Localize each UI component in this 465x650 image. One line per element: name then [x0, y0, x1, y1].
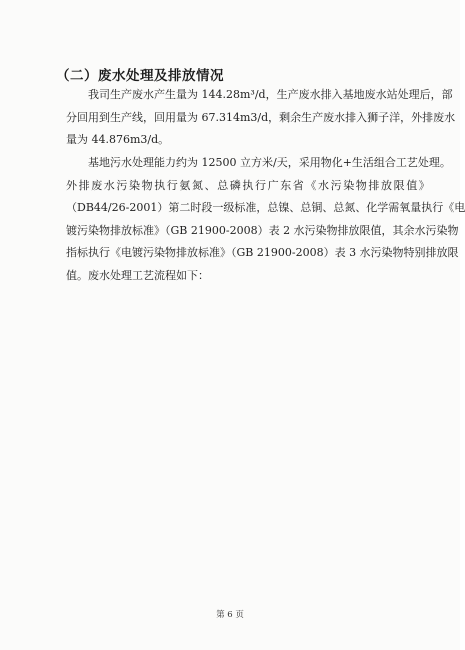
paragraph-line: 分回用到生产线，回用量为 67.314m3/d，剩余生产废水排入狮子洋，外排废水 — [66, 110, 456, 124]
paragraph-line: 量为 44.876m3/d。 — [66, 133, 170, 146]
section-heading: （二）废水处理及排放情况 — [56, 68, 224, 84]
paragraph-wastewater-volume — [66, 84, 456, 152]
paragraph-treatment-standards — [66, 152, 465, 287]
paragraph-line: 外排废水污染物执行氨氮、总磷执行广东省《水污染物排放限值》 — [66, 178, 432, 192]
paragraph-line: （DB44/26-2001）第二时段一级标准，总镍、总铜、总氮、化学需氧量执行《电 — [66, 201, 465, 214]
paragraph-line: 指标执行《电镀污染物排放标准》（GB 21900-2008）表 3 水污染物特别排放限 — [66, 246, 459, 259]
paragraph-line: 值。废水处理工艺流程如下： — [66, 268, 209, 282]
paragraph-line: 基地污水处理能力约为 12500 立方米/天，采用物化+生活组合工艺处理。 — [88, 156, 451, 169]
page-number: 第 6 页 — [216, 610, 244, 620]
paragraph-line: 镀污染物排放标准》（GB 21900-2008）表 2 水污染物排放限值，其余水污染物 — [66, 223, 459, 237]
paragraph-line: 我司生产废水产生量为 144.28m³/d，生产废水排入基地废水站处理后，部 — [88, 88, 453, 101]
